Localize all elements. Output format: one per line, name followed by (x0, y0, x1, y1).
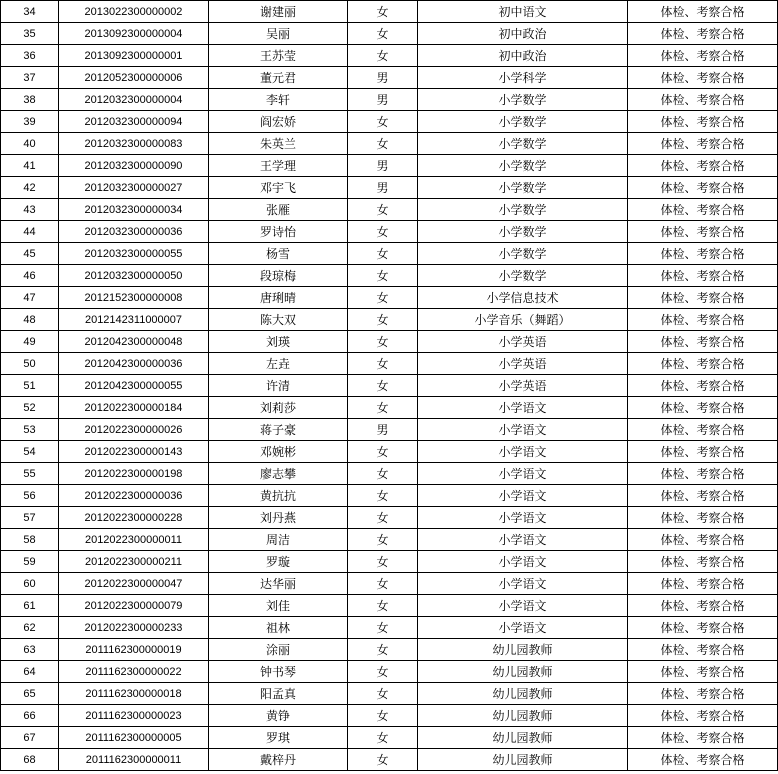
cell-gender: 男 (348, 67, 418, 89)
cell-name: 朱英兰 (209, 133, 348, 155)
cell-exam-id: 2013022300000002 (59, 1, 209, 23)
cell-exam-id: 2012042300000055 (59, 375, 209, 397)
table-row (1, 617, 778, 639)
cell-exam-id: 2012032300000050 (59, 265, 209, 287)
cell-number: 66 (1, 705, 59, 727)
cell-subject: 小学语文 (418, 507, 628, 529)
cell-result: 体检、考察合格 (628, 727, 778, 749)
cell-subject: 小学语文 (418, 595, 628, 617)
cell-number: 46 (1, 265, 59, 287)
cell-gender: 女 (348, 221, 418, 243)
table-row (1, 243, 778, 265)
cell-name: 蒋子豪 (209, 419, 348, 441)
cell-exam-id: 2012142311000007 (59, 309, 209, 331)
cell-number: 40 (1, 133, 59, 155)
cell-gender: 女 (348, 375, 418, 397)
cell-subject: 小学语文 (418, 441, 628, 463)
cell-number: 54 (1, 441, 59, 463)
table-row (1, 221, 778, 243)
cell-name: 唐琍晴 (209, 287, 348, 309)
cell-number: 63 (1, 639, 59, 661)
cell-exam-id: 2012022300000079 (59, 595, 209, 617)
cell-number: 45 (1, 243, 59, 265)
cell-result: 体检、考察合格 (628, 331, 778, 353)
cell-number: 36 (1, 45, 59, 67)
table-row (1, 683, 778, 705)
cell-exam-id: 2012052300000006 (59, 67, 209, 89)
cell-result: 体检、考察合格 (628, 397, 778, 419)
table-row (1, 23, 778, 45)
cell-name: 钟书琴 (209, 661, 348, 683)
cell-name: 周洁 (209, 529, 348, 551)
cell-name: 董元君 (209, 67, 348, 89)
cell-name: 张雁 (209, 199, 348, 221)
cell-gender: 女 (348, 485, 418, 507)
cell-exam-id: 2012022300000184 (59, 397, 209, 419)
cell-gender: 女 (348, 309, 418, 331)
cell-result: 体检、考察合格 (628, 177, 778, 199)
cell-exam-id: 2012032300000004 (59, 89, 209, 111)
cell-exam-id: 2012022300000011 (59, 529, 209, 551)
cell-name: 罗诗怡 (209, 221, 348, 243)
cell-subject: 初中语文 (418, 1, 628, 23)
cell-subject: 小学语文 (418, 573, 628, 595)
table-row (1, 309, 778, 331)
cell-gender: 女 (348, 45, 418, 67)
cell-subject: 小学数学 (418, 177, 628, 199)
cell-result: 体检、考察合格 (628, 89, 778, 111)
table-row (1, 463, 778, 485)
cell-subject: 小学音乐（舞蹈） (418, 309, 628, 331)
cell-number: 49 (1, 331, 59, 353)
cell-subject: 小学英语 (418, 375, 628, 397)
cell-gender: 女 (348, 1, 418, 23)
cell-gender: 女 (348, 529, 418, 551)
table-row (1, 419, 778, 441)
cell-exam-id: 2013092300000001 (59, 45, 209, 67)
cell-number: 64 (1, 661, 59, 683)
cell-name: 王苏莹 (209, 45, 348, 67)
cell-number: 51 (1, 375, 59, 397)
cell-gender: 女 (348, 595, 418, 617)
cell-gender: 女 (348, 573, 418, 595)
cell-name: 刘瑛 (209, 331, 348, 353)
cell-result: 体检、考察合格 (628, 353, 778, 375)
cell-subject: 幼儿园教师 (418, 749, 628, 771)
cell-result: 体检、考察合格 (628, 595, 778, 617)
cell-number: 48 (1, 309, 59, 331)
cell-exam-id: 2012032300000027 (59, 177, 209, 199)
table-body (1, 1, 778, 771)
table-row (1, 67, 778, 89)
cell-gender: 男 (348, 89, 418, 111)
cell-name: 左垚 (209, 353, 348, 375)
cell-result: 体检、考察合格 (628, 155, 778, 177)
table-row (1, 661, 778, 683)
cell-gender: 女 (348, 749, 418, 771)
cell-exam-id: 2012022300000036 (59, 485, 209, 507)
cell-exam-id: 2013092300000004 (59, 23, 209, 45)
cell-number: 42 (1, 177, 59, 199)
cell-subject: 小学数学 (418, 111, 628, 133)
table-row (1, 749, 778, 771)
table-row (1, 177, 778, 199)
cell-subject: 小学英语 (418, 331, 628, 353)
cell-subject: 初中政治 (418, 23, 628, 45)
cell-result: 体检、考察合格 (628, 265, 778, 287)
cell-gender: 女 (348, 111, 418, 133)
cell-subject: 幼儿园教师 (418, 639, 628, 661)
cell-result: 体检、考察合格 (628, 529, 778, 551)
cell-number: 57 (1, 507, 59, 529)
cell-number: 43 (1, 199, 59, 221)
cell-number: 38 (1, 89, 59, 111)
cell-name: 李轩 (209, 89, 348, 111)
table-row (1, 397, 778, 419)
cell-number: 52 (1, 397, 59, 419)
cell-result: 体检、考察合格 (628, 133, 778, 155)
cell-name: 阎宏娇 (209, 111, 348, 133)
cell-result: 体检、考察合格 (628, 551, 778, 573)
cell-gender: 女 (348, 243, 418, 265)
cell-number: 55 (1, 463, 59, 485)
cell-gender: 女 (348, 133, 418, 155)
cell-result: 体检、考察合格 (628, 419, 778, 441)
cell-exam-id: 2012042300000036 (59, 353, 209, 375)
table-row (1, 441, 778, 463)
cell-number: 67 (1, 727, 59, 749)
table-row (1, 353, 778, 375)
table-row (1, 705, 778, 727)
cell-number: 60 (1, 573, 59, 595)
cell-number: 59 (1, 551, 59, 573)
cell-gender: 女 (348, 551, 418, 573)
cell-exam-id: 2012032300000083 (59, 133, 209, 155)
cell-name: 刘莉莎 (209, 397, 348, 419)
cell-result: 体检、考察合格 (628, 221, 778, 243)
cell-gender: 女 (348, 265, 418, 287)
table-row (1, 45, 778, 67)
cell-subject: 小学数学 (418, 199, 628, 221)
cell-name: 刘丹燕 (209, 507, 348, 529)
table-row (1, 375, 778, 397)
cell-subject: 幼儿园教师 (418, 727, 628, 749)
cell-exam-id: 2012032300000090 (59, 155, 209, 177)
cell-name: 许清 (209, 375, 348, 397)
cell-name: 戴梓丹 (209, 749, 348, 771)
cell-gender: 女 (348, 639, 418, 661)
cell-gender: 男 (348, 177, 418, 199)
cell-name: 罗琪 (209, 727, 348, 749)
cell-name: 邓宇飞 (209, 177, 348, 199)
cell-gender: 男 (348, 155, 418, 177)
cell-name: 谢建丽 (209, 1, 348, 23)
cell-name: 陈大双 (209, 309, 348, 331)
cell-number: 50 (1, 353, 59, 375)
cell-name: 刘佳 (209, 595, 348, 617)
cell-subject: 小学数学 (418, 243, 628, 265)
table-row (1, 507, 778, 529)
cell-gender: 女 (348, 23, 418, 45)
cell-exam-id: 2011162300000019 (59, 639, 209, 661)
cell-exam-id: 2011162300000018 (59, 683, 209, 705)
cell-number: 39 (1, 111, 59, 133)
table-row (1, 111, 778, 133)
cell-number: 35 (1, 23, 59, 45)
cell-subject: 小学英语 (418, 353, 628, 375)
cell-gender: 女 (348, 353, 418, 375)
cell-gender: 男 (348, 419, 418, 441)
cell-result: 体检、考察合格 (628, 1, 778, 23)
table-row (1, 573, 778, 595)
cell-number: 47 (1, 287, 59, 309)
cell-result: 体检、考察合格 (628, 573, 778, 595)
table-row (1, 331, 778, 353)
cell-exam-id: 2012032300000094 (59, 111, 209, 133)
cell-exam-id: 2012032300000034 (59, 199, 209, 221)
cell-name: 杨雪 (209, 243, 348, 265)
cell-exam-id: 2012022300000233 (59, 617, 209, 639)
cell-exam-id: 2011162300000011 (59, 749, 209, 771)
cell-gender: 女 (348, 463, 418, 485)
cell-number: 56 (1, 485, 59, 507)
cell-exam-id: 2011162300000023 (59, 705, 209, 727)
table-row (1, 727, 778, 749)
cell-number: 61 (1, 595, 59, 617)
cell-gender: 女 (348, 199, 418, 221)
table-row (1, 155, 778, 177)
cell-gender: 女 (348, 617, 418, 639)
table-row (1, 529, 778, 551)
cell-number: 68 (1, 749, 59, 771)
cell-subject: 幼儿园教师 (418, 661, 628, 683)
table-row (1, 89, 778, 111)
table-row (1, 485, 778, 507)
cell-subject: 小学语文 (418, 485, 628, 507)
cell-subject: 幼儿园教师 (418, 683, 628, 705)
cell-exam-id: 2012032300000036 (59, 221, 209, 243)
cell-number: 41 (1, 155, 59, 177)
cell-gender: 女 (348, 727, 418, 749)
cell-subject: 初中政治 (418, 45, 628, 67)
cell-name: 段琼梅 (209, 265, 348, 287)
cell-subject: 小学语文 (418, 617, 628, 639)
cell-number: 65 (1, 683, 59, 705)
cell-subject: 小学数学 (418, 155, 628, 177)
cell-result: 体检、考察合格 (628, 705, 778, 727)
table-row (1, 287, 778, 309)
cell-number: 44 (1, 221, 59, 243)
cell-number: 58 (1, 529, 59, 551)
table-row (1, 639, 778, 661)
cell-gender: 女 (348, 683, 418, 705)
cell-exam-id: 2012152300000008 (59, 287, 209, 309)
cell-exam-id: 2011162300000005 (59, 727, 209, 749)
cell-name: 邓婉彬 (209, 441, 348, 463)
cell-result: 体检、考察合格 (628, 485, 778, 507)
cell-number: 53 (1, 419, 59, 441)
table-row (1, 551, 778, 573)
cell-subject: 小学数学 (418, 89, 628, 111)
cell-gender: 女 (348, 705, 418, 727)
cell-result: 体检、考察合格 (628, 639, 778, 661)
cell-number: 34 (1, 1, 59, 23)
cell-name: 祖林 (209, 617, 348, 639)
cell-result: 体检、考察合格 (628, 287, 778, 309)
cell-subject: 小学语文 (418, 463, 628, 485)
cell-subject: 小学语文 (418, 551, 628, 573)
cell-name: 罗璇 (209, 551, 348, 573)
cell-name: 涂丽 (209, 639, 348, 661)
table-row (1, 265, 778, 287)
cell-result: 体检、考察合格 (628, 463, 778, 485)
cell-gender: 女 (348, 661, 418, 683)
cell-exam-id: 2011162300000022 (59, 661, 209, 683)
cell-result: 体检、考察合格 (628, 309, 778, 331)
cell-subject: 小学语文 (418, 529, 628, 551)
cell-name: 吴丽 (209, 23, 348, 45)
cell-result: 体检、考察合格 (628, 683, 778, 705)
cell-result: 体检、考察合格 (628, 441, 778, 463)
cell-subject: 小学科学 (418, 67, 628, 89)
cell-result: 体检、考察合格 (628, 617, 778, 639)
cell-result: 体检、考察合格 (628, 45, 778, 67)
cell-subject: 小学语文 (418, 419, 628, 441)
cell-exam-id: 2012032300000055 (59, 243, 209, 265)
cell-subject: 幼儿园教师 (418, 705, 628, 727)
cell-exam-id: 2012042300000048 (59, 331, 209, 353)
cell-result: 体检、考察合格 (628, 23, 778, 45)
cell-result: 体检、考察合格 (628, 661, 778, 683)
cell-result: 体检、考察合格 (628, 507, 778, 529)
cell-result: 体检、考察合格 (628, 749, 778, 771)
table-row (1, 595, 778, 617)
cell-exam-id: 2012022300000026 (59, 419, 209, 441)
cell-result: 体检、考察合格 (628, 111, 778, 133)
cell-subject: 小学信息技术 (418, 287, 628, 309)
cell-gender: 女 (348, 331, 418, 353)
cell-name: 阳孟真 (209, 683, 348, 705)
cell-name: 黄抗抗 (209, 485, 348, 507)
cell-name: 廖志攀 (209, 463, 348, 485)
cell-exam-id: 2012022300000047 (59, 573, 209, 595)
cell-subject: 小学数学 (418, 133, 628, 155)
cell-exam-id: 2012022300000198 (59, 463, 209, 485)
cell-result: 体检、考察合格 (628, 243, 778, 265)
cell-exam-id: 2012022300000228 (59, 507, 209, 529)
cell-exam-id: 2012022300000143 (59, 441, 209, 463)
table-row (1, 1, 778, 23)
cell-name: 达华丽 (209, 573, 348, 595)
cell-name: 黄铮 (209, 705, 348, 727)
table-row (1, 133, 778, 155)
cell-result: 体检、考察合格 (628, 375, 778, 397)
cell-result: 体检、考察合格 (628, 67, 778, 89)
cell-result: 体检、考察合格 (628, 199, 778, 221)
cell-gender: 女 (348, 507, 418, 529)
cell-subject: 小学语文 (418, 397, 628, 419)
cell-gender: 女 (348, 287, 418, 309)
table-row (1, 199, 778, 221)
cell-number: 37 (1, 67, 59, 89)
cell-number: 62 (1, 617, 59, 639)
cell-subject: 小学数学 (418, 265, 628, 287)
cell-gender: 女 (348, 397, 418, 419)
cell-gender: 女 (348, 441, 418, 463)
cell-exam-id: 2012022300000211 (59, 551, 209, 573)
cell-subject: 小学数学 (418, 221, 628, 243)
cell-name: 王学理 (209, 155, 348, 177)
